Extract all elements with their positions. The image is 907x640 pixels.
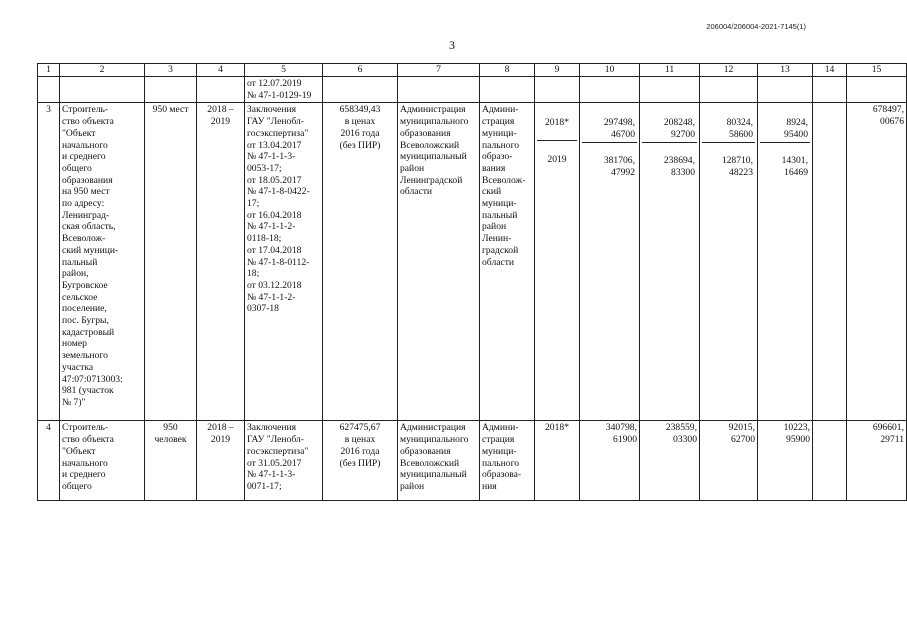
header-cell: 1 — [38, 64, 60, 77]
table-cell — [700, 77, 758, 103]
amount-2018: 8924, 95400 — [760, 116, 810, 142]
table-cell — [535, 77, 580, 103]
empty-cell — [813, 421, 847, 501]
capacity-cell: 950 мест — [145, 103, 197, 421]
amount-cell: 340798, 61900 — [580, 421, 640, 501]
amount-2018: 208248, 92700 — [642, 116, 697, 142]
document-id: 206004/206004-2021-7145(1) — [706, 22, 806, 31]
header-cell: 9 — [535, 64, 580, 77]
capacity-cell: 950 человек — [145, 421, 197, 501]
amount-2018: 80324, 58600 — [702, 116, 755, 142]
conclusion-cell: Заключения ГАУ "Ленобл- госэкспертиза" от 31.05.2017 № 47-1-1-3- 0071-17; — [245, 421, 323, 501]
table-row-3 — [38, 103, 907, 421]
year-cell — [535, 103, 580, 421]
table-row-continuation — [38, 77, 907, 103]
table-cell — [60, 77, 145, 103]
header-cell: 5 — [245, 64, 323, 77]
header-cell: 3 — [145, 64, 197, 77]
row-number: 3 — [38, 103, 60, 421]
amount-cell — [580, 103, 640, 421]
header-cell: 4 — [197, 64, 245, 77]
header-cell: 8 — [480, 64, 535, 77]
header-cell: 12 — [700, 64, 758, 77]
table-cell — [640, 77, 700, 103]
table-cell — [813, 77, 847, 103]
amount-2018: 297498, 46700 — [582, 116, 637, 142]
year-cell: 2018* — [535, 421, 580, 501]
customer-cell: Администрация муниципального образования Всеволожский муниципальный район — [398, 421, 480, 501]
amount-2019: 238694, 83300 — [663, 155, 695, 178]
developer-cell: Админи- страция муници- пального образова- ния — [480, 421, 535, 501]
header-cell: 10 — [580, 64, 640, 77]
conclusion-cell: Заключения ГАУ "Ленобл- госэкспертиза" от 13.04.2017 № 47-1-1-3- 0053-17; от 18.05.2017 № 47-1-8-0422- 17; от 16.04.2018 № 47-1-1-2- 0118-18; от 17.04.2018 № 47-1-8-0112- 18; от 03.12.2018 № 47-1-1-2- 0307-18 — [245, 103, 323, 421]
header-cell: 14 — [813, 64, 847, 77]
cost-cell: 658349,43 в ценах 2016 года (без ПИР) — [323, 103, 398, 421]
amount-cell: 10223, 95900 — [758, 421, 813, 501]
object-name-cell: Строитель- ство объекта "Объект начального и среднего общего образования на 950 мест по адресу: Ленинград- ская область, Всеволож- ский муници- пальный район, Бугровское сельское поселение, пос. Бугры, кадастровый номер земельного участка 47:07:0713003: 981 (участок № 7)" — [60, 103, 145, 421]
table-cell — [758, 77, 813, 103]
data-table — [37, 63, 907, 501]
period-cell: 2018 – 2019 — [197, 103, 245, 421]
cost-cell: 627475,67 в ценах 2016 года (без ПИР) — [323, 421, 398, 501]
header-cell: 11 — [640, 64, 700, 77]
amount-cell: 92015, 62700 — [700, 421, 758, 501]
table-cell — [145, 77, 197, 103]
year-2018: 2018* — [537, 116, 577, 141]
header-row — [38, 64, 907, 77]
table-cell — [38, 77, 60, 103]
total-cell: 678497, 00676 — [847, 103, 907, 421]
developer-cell: Админи- страция муници- пального образо- вания Всеволож- ский муници- пальный район Ленин- градской области — [480, 103, 535, 421]
amount-cell — [640, 103, 700, 421]
header-cell: 13 — [758, 64, 813, 77]
conclusion-cell: от 12.07.2019 № 47-1-0129-19 — [245, 77, 323, 103]
customer-cell: Администрация муниципального образования Всеволожский муниципальный район Ленинградской области — [398, 103, 480, 421]
row-number: 4 — [38, 421, 60, 501]
object-name-cell: Строитель- ство объекта "Объект начального и среднего общего — [60, 421, 145, 501]
amount-cell — [758, 103, 813, 421]
total-cell: 696601, 29711 — [847, 421, 907, 501]
header-cell: 6 — [323, 64, 398, 77]
amount-2019: 381706, 47992 — [603, 155, 635, 178]
page-number: 3 — [449, 38, 455, 52]
table-cell — [580, 77, 640, 103]
header-cell: 2 — [60, 64, 145, 77]
amount-2019: 14301, 16469 — [781, 155, 808, 178]
amount-cell: 238559, 03300 — [640, 421, 700, 501]
table-cell — [847, 77, 907, 103]
header-cell: 15 — [847, 64, 907, 77]
table-cell — [480, 77, 535, 103]
table-row-4 — [38, 421, 907, 501]
amount-cell — [700, 103, 758, 421]
table-cell — [323, 77, 398, 103]
amount-2019: 128710, 48223 — [721, 155, 753, 178]
period-cell: 2018 – 2019 — [197, 421, 245, 501]
empty-cell — [813, 103, 847, 421]
year-2019: 2019 — [547, 153, 567, 165]
table-cell — [398, 77, 480, 103]
header-cell: 7 — [398, 64, 480, 77]
table-cell — [197, 77, 245, 103]
